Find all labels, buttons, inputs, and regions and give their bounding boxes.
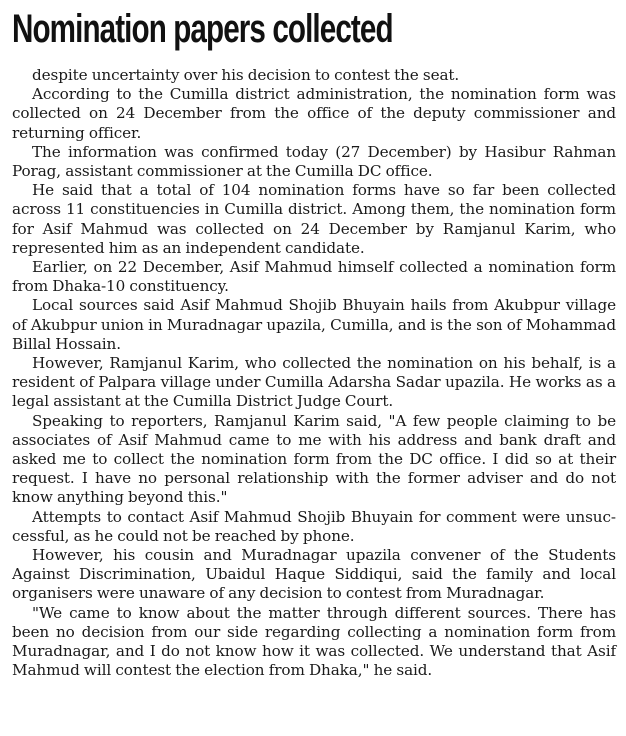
article-paragraph: However, his cousin and Muradnagar upazila convener of the Students Against Discrimination, Ubaidul Haque Siddiqui, said the family and local organisers were unaware of any decision to contest from Muradnagar. — [12, 546, 616, 603]
article-paragraph: "We came to know about the matter through different sources. There has been no decision from our side regarding collecting a nomination form from Muradnagar, and I do not know how it was collected. We understand that Asif Mahmud will contest the election from Dhaka," he said. — [12, 603, 616, 680]
article-paragraph: Speaking to reporters, Ramjanul Karim said, "A few people claiming to be associates of Asif Mahmud came to me with his address and bank draft and asked me to collect the nomination form from the DC office. I did so at their request. I have no personal relationship with the former adviser and do not know anything beyond this." — [12, 411, 616, 507]
article-paragraph: Earlier, on 22 December, Asif Mahmud himself collected a nomination form from Dhaka-10 constituency. — [12, 258, 616, 296]
article-body — [12, 66, 616, 681]
article-paragraph: despite uncertainty over his decision to contest the seat. — [32, 66, 460, 84]
article-paragraph: Attempts to contact Asif Mahmud Shojib Bhuyain for comment were unsuccessful, as he could not be reached by phone. — [12, 507, 616, 545]
article-paragraph: Local sources said Asif Mahmud Shojib Bhuyain hails from Akubpur village of Akubpur union in Muradnagar upazila, Cumilla, and is the son of Mohammad Billal Hossain. — [12, 296, 616, 353]
article-paragraph: He said that a total of 104 nomination forms have so far been collected across 11 constituencies in Cumilla district. Among them, the nomination form for Asif Mahmud was collected on 24 December by Ramjanul Karim, who represented him as an independent candidate. — [12, 181, 616, 257]
article-paragraph: According to the Cumilla district administration, the nomination form was collected on 24 December from the office of the deputy commissioner and returning officer. — [12, 85, 616, 142]
article-paragraph: The information was confirmed today (27 December) by Hasibur Rahman Porag, assistant commissioner at the Cumilla DC office. — [12, 142, 616, 181]
article-paragraph: However, Ramjanul Karim, who collected the nomination on his behalf, is a resident of Palpara village under Cumilla Adarsha Sadar upazila. He works as a legal assistant at the Cumilla District Judge Court. — [12, 354, 616, 411]
news-article — [12, 6, 616, 681]
article-headline: Nomination papers collected — [12, 7, 393, 51]
